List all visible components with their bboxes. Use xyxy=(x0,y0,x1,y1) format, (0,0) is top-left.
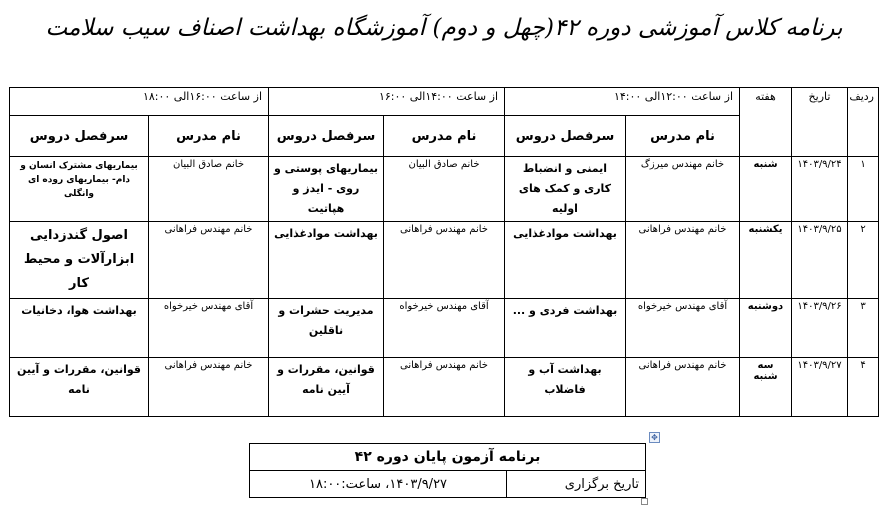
topic-cell: بهداشت آب و فاضلاب xyxy=(505,358,626,417)
teacher-cell: خانم مهندس فراهانی xyxy=(384,222,505,299)
header-teacher: نام مدرس xyxy=(626,116,740,157)
topic-cell: قوانین، مقررات و آیین نامه xyxy=(10,358,149,417)
header-topic: سرفصل دروس xyxy=(10,116,149,157)
table-row xyxy=(10,358,879,417)
table-row xyxy=(10,222,879,299)
topic-cell: اصول گندزدایی ابزارآلات و محیط کار xyxy=(10,222,149,299)
row-date: ۱۴۰۳/۹/۲۴ xyxy=(792,157,848,222)
teacher-cell: خانم مهندس فراهانی xyxy=(149,222,269,299)
topic-cell: مدیریت حشرات و ناقلین xyxy=(269,299,384,358)
page-title: برنامه کلاس آموزشی دوره ۴۲(چهل و دوم) آموزشگاه بهداشت اصناف سیب سلامت xyxy=(45,15,843,41)
class-schedule-table xyxy=(9,87,879,417)
row-day: شنبه xyxy=(740,157,792,222)
teacher-cell: خانم مهندس فراهانی xyxy=(626,222,740,299)
row-number: ۱ xyxy=(848,157,879,222)
header-topic: سرفصل دروس xyxy=(505,116,626,157)
teacher-cell: خانم مهندس فراهانی xyxy=(626,358,740,417)
teacher-cell: خانم صادق البیان xyxy=(149,157,269,222)
row-day: یکشنبه xyxy=(740,222,792,299)
teacher-cell: خانم صادق البیان xyxy=(384,157,505,222)
header-teacher: نام مدرس xyxy=(149,116,269,157)
teacher-cell: خانم مهندس فراهانی xyxy=(149,358,269,417)
teacher-cell: خانم مهندس میرزگ xyxy=(626,157,740,222)
exam-schedule-table xyxy=(249,443,646,498)
exam-date-label: تاریخ برگزاری xyxy=(507,471,646,498)
row-day: دوشنبه xyxy=(740,299,792,358)
header-slot-3: از ساعت ۱۶:۰۰الی ۱۸:۰۰ xyxy=(10,88,269,116)
row-number: ۳ xyxy=(848,299,879,358)
header-slot-1: از ساعت ۱۲:۰۰الی ۱۴:۰۰ xyxy=(505,88,740,116)
table-resize-handle[interactable] xyxy=(641,498,648,505)
header-slot-2: از ساعت ۱۴:۰۰الی ۱۶:۰۰ xyxy=(269,88,505,116)
row-number: ۴ xyxy=(848,358,879,417)
exam-title-row xyxy=(250,444,646,471)
topic-cell: ایمنی و انضباط کاری و کمک های اولیه xyxy=(505,157,626,222)
table-move-handle-icon[interactable]: ✥ xyxy=(649,432,660,443)
table-header-row xyxy=(10,88,879,116)
exam-title: برنامه آزمون پایان دوره ۴۲ xyxy=(250,444,646,471)
header-date: تاریخ xyxy=(792,88,848,157)
teacher-cell: خانم مهندس فراهانی xyxy=(384,358,505,417)
topic-cell: بهداشت هوا، دخانیات xyxy=(10,299,149,358)
teacher-cell: آقای مهندس خیرخواه xyxy=(149,299,269,358)
topic-cell: بهداشت موادغذایی xyxy=(269,222,384,299)
topic-cell: بیماریهای پوستی و روی - ایدز و هپاتیت xyxy=(269,157,384,222)
teacher-cell: آقای مهندس خیرخواه xyxy=(384,299,505,358)
row-date: ۱۴۰۳/۹/۲۶ xyxy=(792,299,848,358)
topic-cell: بهداشت فردی و ... xyxy=(505,299,626,358)
exam-date-row xyxy=(250,471,646,498)
row-date: ۱۴۰۳/۹/۲۵ xyxy=(792,222,848,299)
row-date: ۱۴۰۳/۹/۲۷ xyxy=(792,358,848,417)
header-row-number: ردیف xyxy=(848,88,879,157)
topic-cell: بهداشت موادغذایی xyxy=(505,222,626,299)
row-number: ۲ xyxy=(848,222,879,299)
topic-cell: بیماریهای مشترک انسان و دام- بیماریهای روده ای وانگلی xyxy=(10,157,149,222)
table-row xyxy=(10,157,879,222)
row-day: سه شنبه xyxy=(740,358,792,417)
teacher-cell: آقای مهندس خیرخواه xyxy=(626,299,740,358)
exam-date-value: ۱۴۰۳/۹/۲۷، ساعت:۱۸:۰۰ xyxy=(250,471,507,498)
table-row xyxy=(10,299,879,358)
header-topic: سرفصل دروس xyxy=(269,116,384,157)
header-teacher: نام مدرس xyxy=(384,116,505,157)
topic-cell: قوانین، مقررات و آیین نامه xyxy=(269,358,384,417)
header-week: هفته xyxy=(740,88,792,157)
